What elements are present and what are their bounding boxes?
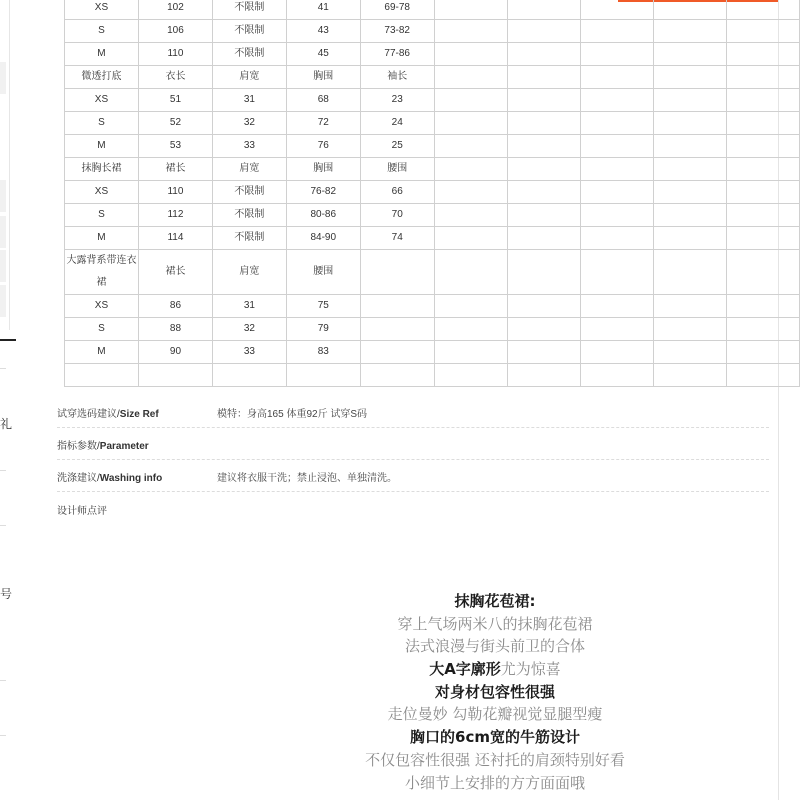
promo-line: 走位曼妙 勾勒花瓣视觉显腿型瘦 [387,705,603,724]
table-cell [507,20,580,43]
table-cell: 110 [138,181,212,204]
table-cell [726,364,799,387]
table-cell: M [65,43,139,66]
table-cell [360,318,434,341]
table-cell: 微透打底 [65,66,139,89]
table-row [65,204,800,227]
table-row [65,0,800,20]
table-cell: 74 [360,227,434,250]
promo-highlight-line: 对身材包容性很强 [434,682,555,701]
table-cell: 76 [286,135,360,158]
table-cell: 不限制 [213,181,287,204]
table-cell: 不限制 [213,43,287,66]
table-cell [653,89,726,112]
table-cell: 24 [360,112,434,135]
table-cell: 72 [286,112,360,135]
table-cell: 不限制 [213,20,287,43]
table-cell: 肩宽 [213,250,287,295]
table-cell [580,158,653,181]
table-cell [434,181,507,204]
table-cell: 不限制 [213,227,287,250]
table-cell [434,318,507,341]
table-cell [507,135,580,158]
table-cell [726,250,799,295]
size-table [64,0,800,387]
sidebar-divider [0,339,16,341]
table-cell [653,20,726,43]
promo-line: 不仅包容性很强 还衬托的肩颈特别好看 [365,750,625,769]
table-cell [213,364,287,387]
table-cell [434,43,507,66]
table-cell [726,112,799,135]
table-cell: 抹胸长裙 [65,158,139,181]
table-cell: 肩宽 [213,158,287,181]
table-cell [434,295,507,318]
table-row [65,364,800,387]
table-cell: 不限制 [213,0,287,20]
table-cell [653,43,726,66]
promo-line: 法式浪漫与街头前卫的合体 [404,637,585,656]
promo-highlight: 大A字廓形 [429,660,501,679]
table-cell [360,250,434,295]
promo-line [340,658,650,681]
promo-heading: 抹胸花苞裙: [454,592,536,610]
table-cell [726,43,799,66]
sidebar-dash [0,680,6,681]
table-cell [653,135,726,158]
table-cell [580,135,653,158]
sidebar-char: 号 [0,587,13,601]
table-cell [434,112,507,135]
table-cell [580,364,653,387]
table-cell: 衣长 [138,66,212,89]
table-row [65,318,800,341]
sidebar-dash [0,735,6,736]
table-cell [580,227,653,250]
table-cell: 31 [213,89,287,112]
table-cell [653,318,726,341]
table-cell: 79 [286,318,360,341]
table-cell: 胸围 [286,66,360,89]
size-ref-label-en: Size Ref [119,409,159,420]
table-cell [434,135,507,158]
table-cell [434,341,507,364]
table-row [65,89,800,112]
table-cell [360,341,434,364]
table-row [65,181,800,204]
table-cell [360,364,434,387]
table-cell [138,364,212,387]
table-cell: 52 [138,112,212,135]
table-cell: 腰围 [286,250,360,295]
table-cell [726,135,799,158]
table-cell [434,204,507,227]
table-row [65,158,800,181]
parameter-label-en: Parameter [99,441,149,452]
promo-line: 小细节上安排的方方面面哦 [404,773,585,792]
promo-text-block [340,590,650,794]
sidebar-column [0,0,10,330]
table-cell: 腰围 [360,158,434,181]
table-cell: 88 [138,318,212,341]
table-cell: XS [65,181,139,204]
table-cell [507,341,580,364]
promo-line: 穿上气场两米八的抹胸花苞裙 [397,614,593,633]
table-cell: 51 [138,89,212,112]
table-cell: 112 [138,204,212,227]
table-cell: 90 [138,341,212,364]
table-cell: 33 [213,135,287,158]
table-cell [726,227,799,250]
table-cell: 41 [286,0,360,20]
table-cell: M [65,135,139,158]
table-cell [653,227,726,250]
table-cell [653,0,726,20]
table-cell [507,295,580,318]
promo-line-rest: 尤为惊喜 [500,660,561,679]
table-cell [726,89,799,112]
table-cell: 33 [213,341,287,364]
table-cell [507,204,580,227]
table-cell: 大露背系带连衣裙 [65,250,139,295]
table-cell: 不限制 [213,204,287,227]
table-cell: 114 [138,227,212,250]
table-cell [507,89,580,112]
washing-row [57,459,769,492]
table-row [65,341,800,364]
table-cell [65,364,139,387]
table-cell: 32 [213,112,287,135]
sidebar-dash [0,525,6,526]
sidebar-block [0,180,6,212]
table-cell [580,0,653,20]
table-cell [507,250,580,295]
table-cell [580,295,653,318]
table-cell: 胸围 [286,158,360,181]
table-cell: 45 [286,43,360,66]
table-cell: 73-82 [360,20,434,43]
table-cell [726,204,799,227]
table-cell [580,341,653,364]
table-row [65,43,800,66]
table-cell [507,227,580,250]
table-cell [434,250,507,295]
table-cell: XS [65,295,139,318]
table-cell [653,112,726,135]
designer-review-title: 设计师点评 [57,506,107,517]
sidebar-char: 礼 [0,417,13,431]
table-cell [507,112,580,135]
table-cell: S [65,204,139,227]
table-cell [653,364,726,387]
table-cell: 80-86 [286,204,360,227]
table-cell [653,66,726,89]
table-cell: 110 [138,43,212,66]
table-cell: M [65,227,139,250]
table-cell [653,341,726,364]
sidebar-dash [0,470,6,471]
table-cell [726,318,799,341]
washing-value: 建议将衣服干洗；禁止浸泡、单独清洗。 [217,473,397,484]
table-cell: S [65,20,139,43]
table-cell: 袖长 [360,66,434,89]
sidebar-block [0,250,6,282]
table-cell: 32 [213,318,287,341]
table-cell [507,181,580,204]
table-cell: M [65,341,139,364]
table-cell [507,158,580,181]
table-cell [507,318,580,341]
sidebar-block [0,62,6,94]
table-cell: 43 [286,20,360,43]
table-cell [286,364,360,387]
table-cell: 102 [138,0,212,20]
table-cell [726,341,799,364]
table-cell: XS [65,0,139,20]
size-ref-row [57,395,769,428]
size-ref-value: 模特：身高165 体重92斤 试穿S码 [217,409,368,420]
table-cell: 裙长 [138,250,212,295]
table-row [65,135,800,158]
size-ref-label [57,405,159,420]
table-cell [434,364,507,387]
table-cell [580,250,653,295]
table-cell [360,295,434,318]
table-cell [434,0,507,20]
table-cell [507,364,580,387]
washing-label-en: Washing info [99,473,163,484]
sidebar-block [0,285,6,317]
table-cell: 53 [138,135,212,158]
table-cell [653,250,726,295]
table-cell: 66 [360,181,434,204]
parameter-label [57,437,149,452]
table-row [65,112,800,135]
table-cell: 肩宽 [213,66,287,89]
table-cell: 68 [286,89,360,112]
table-cell: 75 [286,295,360,318]
washing-label-cn: 洗涤建议/ [57,473,100,484]
size-ref-label-cn: 试穿选码建议/ [57,409,120,420]
table-cell [434,158,507,181]
table-cell [653,204,726,227]
table-cell: 31 [213,295,287,318]
table-cell [580,66,653,89]
parameter-label-cn: 指标参数/ [57,441,100,452]
table-cell [580,112,653,135]
table-cell [507,43,580,66]
table-cell: 77-86 [360,43,434,66]
table-cell [580,181,653,204]
left-sidebar-fragment [0,0,16,800]
table-row [65,20,800,43]
table-cell [653,181,726,204]
table-cell: S [65,318,139,341]
table-cell [653,158,726,181]
sidebar-block [0,216,6,248]
table-cell [580,318,653,341]
table-cell: S [65,112,139,135]
table-cell [434,227,507,250]
table-cell [434,66,507,89]
table-cell [580,204,653,227]
table-cell [507,0,580,20]
table-cell [507,66,580,89]
table-cell [726,66,799,89]
washing-label [57,469,162,484]
table-row [65,295,800,318]
table-cell: 70 [360,204,434,227]
table-cell: 76-82 [286,181,360,204]
table-cell [726,181,799,204]
table-cell: 86 [138,295,212,318]
table-row [65,227,800,250]
table-cell: 69-78 [360,0,434,20]
table-cell: 106 [138,20,212,43]
sidebar-dash [0,368,6,369]
table-cell [434,89,507,112]
table-cell [653,295,726,318]
table-cell [580,89,653,112]
parameter-row [57,427,769,460]
table-cell [726,20,799,43]
table-cell: 裙长 [138,158,212,181]
table-cell: 83 [286,341,360,364]
promo-highlight-line: 胸口的6cm宽的牛筋设计 [410,728,580,747]
table-cell: 25 [360,135,434,158]
table-cell [726,158,799,181]
table-cell: 23 [360,89,434,112]
table-cell [726,0,799,20]
table-row [65,66,800,89]
table-cell: 84-90 [286,227,360,250]
table-cell [726,295,799,318]
table-row [65,250,800,295]
table-cell [580,43,653,66]
table-cell: XS [65,89,139,112]
table-cell [580,20,653,43]
table-cell [434,20,507,43]
